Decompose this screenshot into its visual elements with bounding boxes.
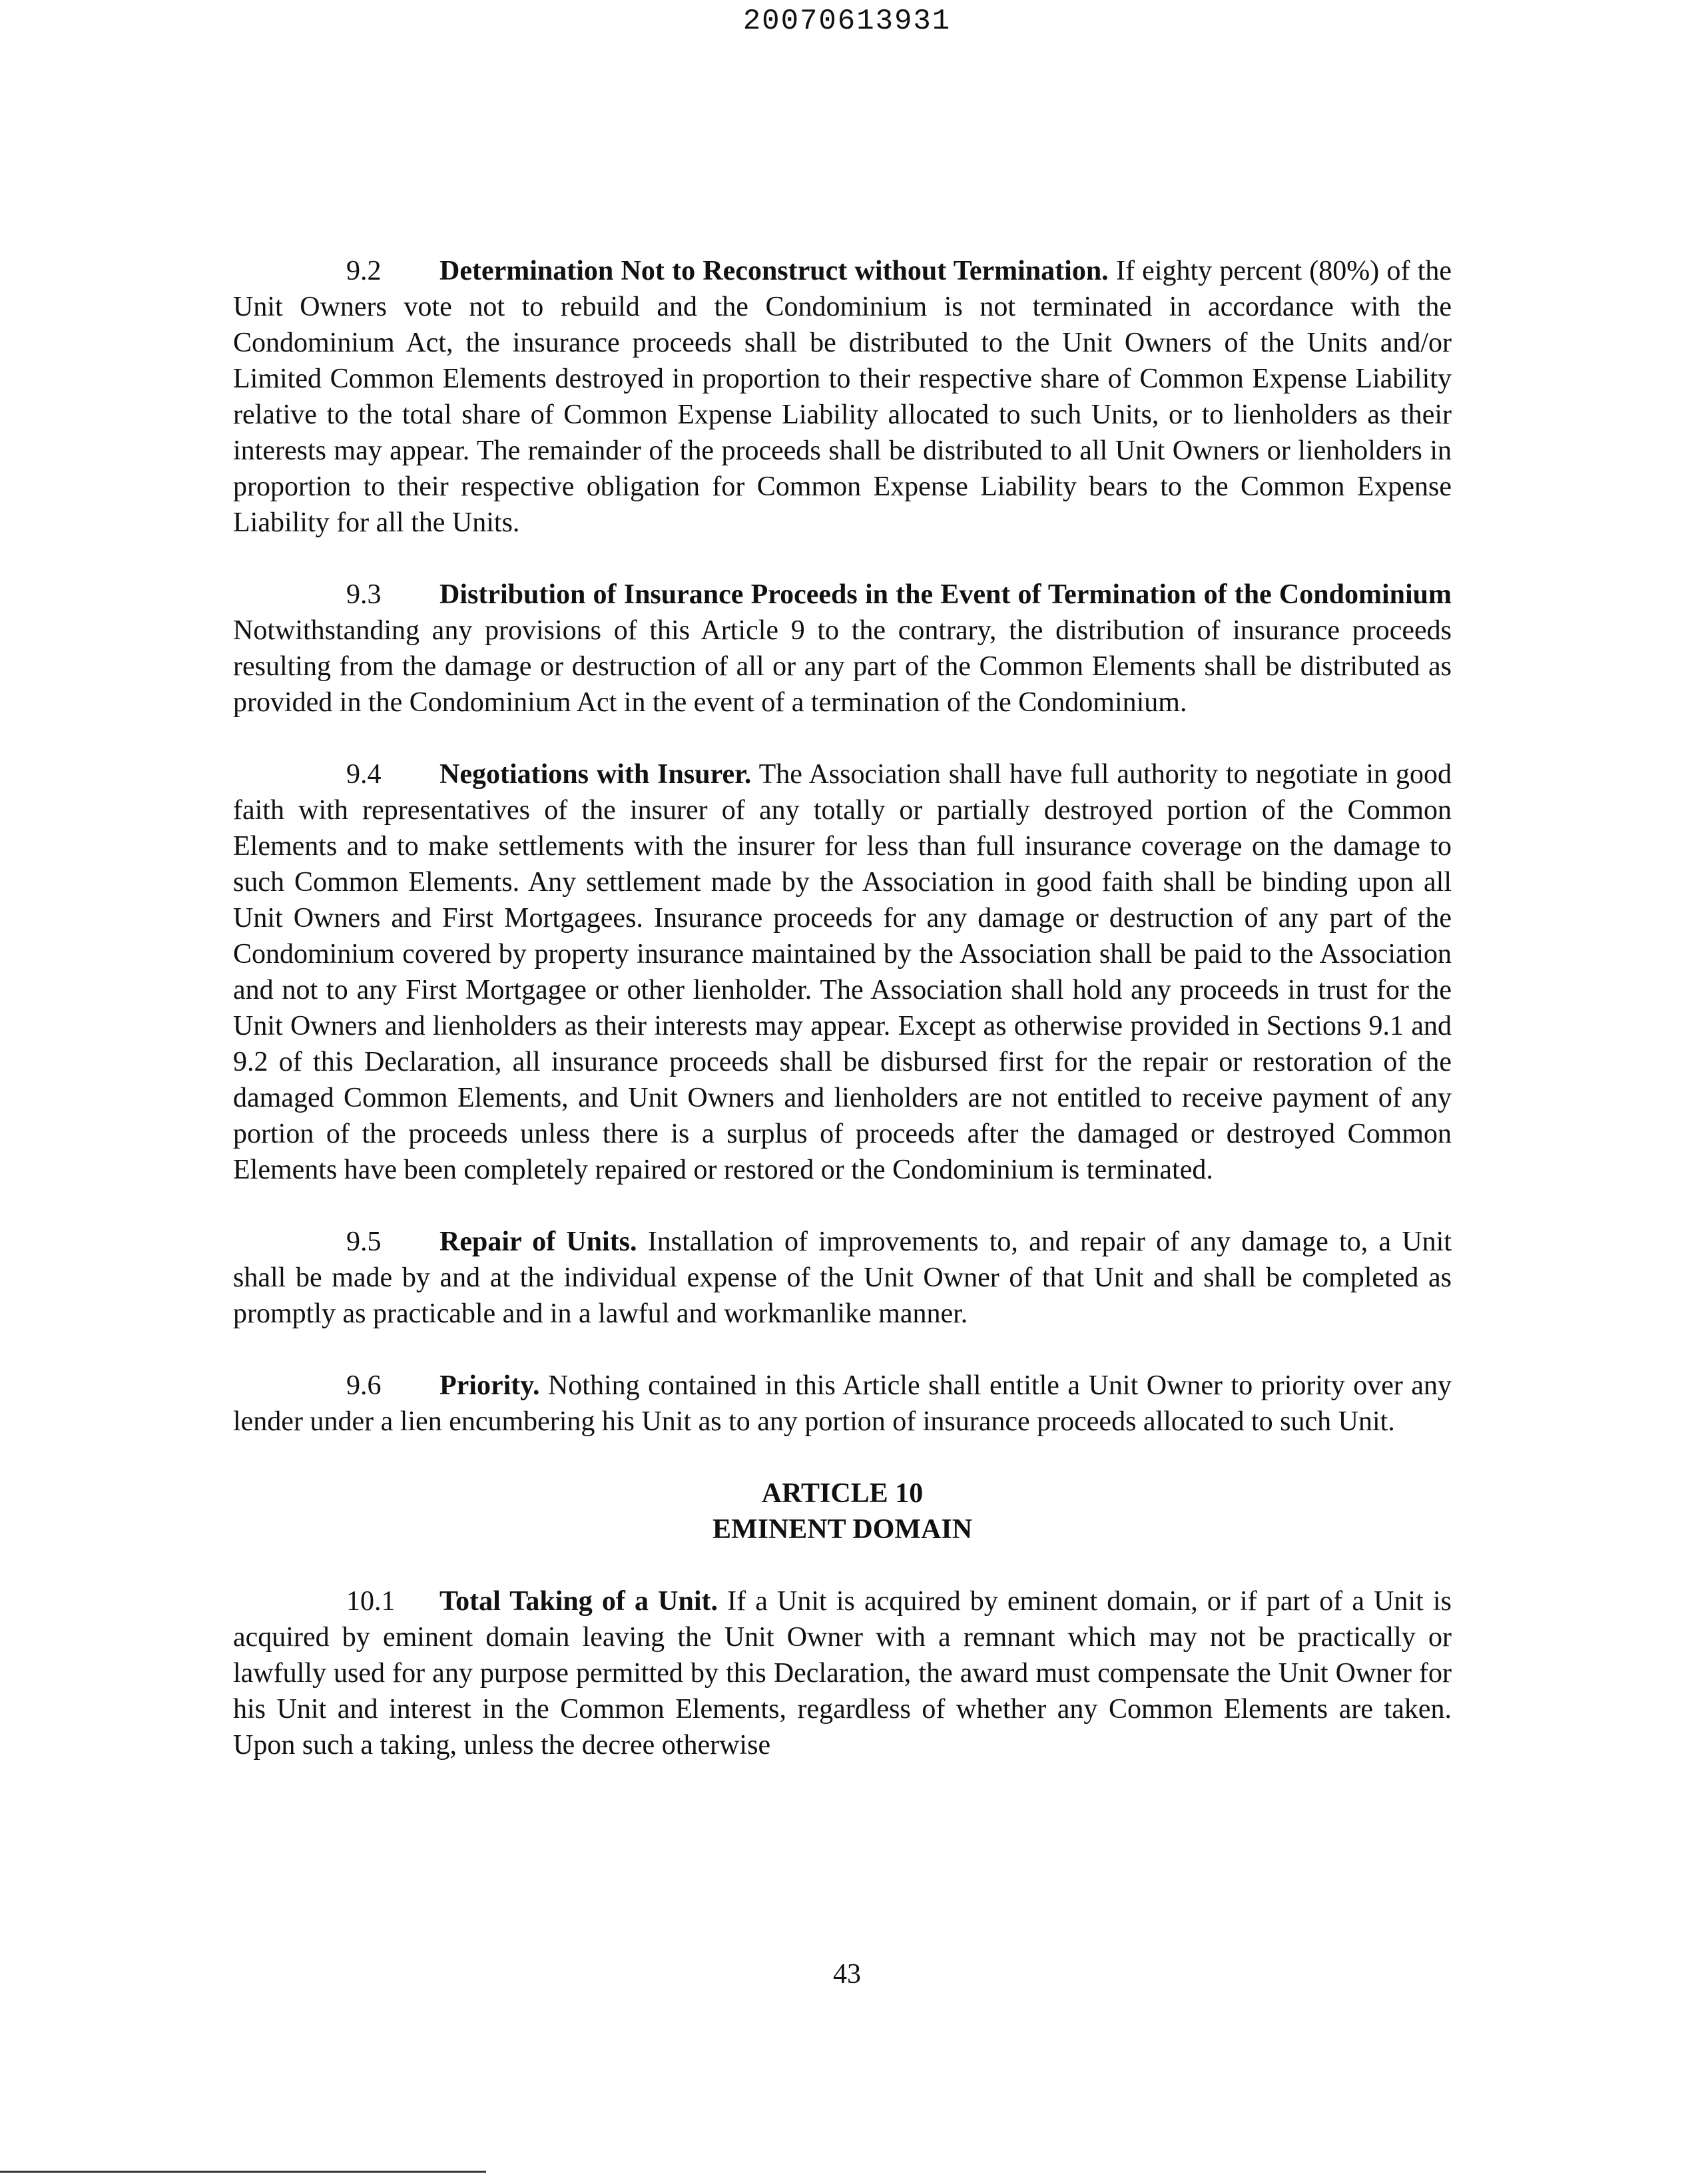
section-body: Notwithstanding any provisions of this Article 9 to the contrary, the distribution of insurance proceeds resulting from the damage or destruction of all or any part of the Common Elements shall be distributed as provided in the Condominium Act in the event of a termination of the Condominium.	[233, 615, 1452, 718]
section-number: 9.5	[346, 1227, 382, 1257]
bottom-rule	[0, 2171, 486, 2173]
section-heading: Negotiations with Insurer.	[439, 759, 752, 790]
section-number: 9.2	[346, 256, 382, 286]
section-number: 10.1	[346, 1586, 396, 1617]
section-heading: Determination Not to Reconstruct without Termination.	[439, 256, 1109, 286]
section-9-3	[233, 577, 1452, 720]
section-body: The Association shall have full authority to negotiate in good faith with representatives of the insurer of any totally or partially destroyed portion of the Common Elements and to make settlements with the insurer for less than full insurance coverage on the damage to such Common Elements. Any settlement made by the Association in good faith shall be binding upon all Unit Owners and First Mortgagees. Insurance proceeds for any damage or destruction of any part of the Condominium covered by property insurance maintained by the Association shall be paid to the Association and not to any First Mortgagee or other lienholder. The Association shall hold any proceeds in trust for the Unit Owners and lienholders as their interests may appear. Except as otherwise provided in Sections 9.1 and 9.2 of this Declaration, all insurance proceeds shall be disbursed first for the repair or restoration of the damaged Common Elements, and Unit Owners and lienholders are not entitled to receive payment of any portion of the proceeds unless there is a surplus of proceeds after the damaged or destroyed Common Elements have been completely repaired or restored or the Condominium is terminated.	[233, 759, 1452, 1185]
section-body: If eighty percent (80%) of the Unit Owners vote not to rebuild and the Condominium is not terminated in accordance with the Condominium Act, the insurance proceeds shall be distributed to the Unit Owners of the Units and/or Limited Common Elements destroyed in proportion to their respective share of Common Expense Liability relative to the total share of Common Expense Liability allocated to such Units, or to lienholders as their interests may appear. The remainder of the proceeds shall be distributed to all Unit Owners or lienholders in proportion to their respective obligation for Common Expense Liability bears to the Common Expense Liability for all the Units.	[233, 256, 1452, 538]
section-heading: Repair of Units.	[439, 1227, 637, 1257]
page-number: 43	[833, 1959, 861, 1990]
document-number: 20070613931	[742, 5, 952, 38]
section-number: 9.6	[346, 1370, 382, 1401]
section-body: Nothing contained in this Article shall entitle a Unit Owner to priority over any lender under a lien encumbering his Unit as to any portion of insurance proceeds allocated to such Unit.	[233, 1370, 1452, 1437]
section-9-2	[233, 253, 1452, 541]
section-heading: Total Taking of a Unit.	[439, 1586, 718, 1617]
article-heading	[233, 1476, 1452, 1547]
article-number: ARTICLE 10	[761, 1478, 924, 1509]
section-body: If a Unit is acquired by eminent domain, or if part of a Unit is acquired by eminent domain leaving the Unit Owner with a remnant which may not be practically or lawfully used for any purpose permitted by this Declaration, the award must compensate the Unit Owner for his Unit and interest in the Common Elements, regardless of whether any Common Elements are taken. Upon such a taking, unless the decree otherwise	[233, 1586, 1452, 1761]
section-heading: Distribution of Insurance Proceeds in the Event of Termination of the Condominium	[439, 579, 1452, 610]
section-9-5	[233, 1224, 1452, 1332]
section-body: Installation of improvements to, and repair of any damage to, a Unit shall be made by and at the individual expense of the Unit Owner of that Unit and shall be completed as promptly as practicable and in a lawful and workmanlike manner.	[233, 1227, 1452, 1329]
section-10-1	[233, 1583, 1452, 1763]
section-heading: Priority.	[439, 1370, 540, 1401]
section-number: 9.4	[346, 759, 382, 790]
section-9-6	[233, 1368, 1452, 1440]
section-number: 9.3	[346, 579, 382, 610]
section-9-4	[233, 756, 1452, 1188]
document-body	[233, 253, 1452, 1799]
article-title: EMINENT DOMAIN	[712, 1514, 973, 1545]
